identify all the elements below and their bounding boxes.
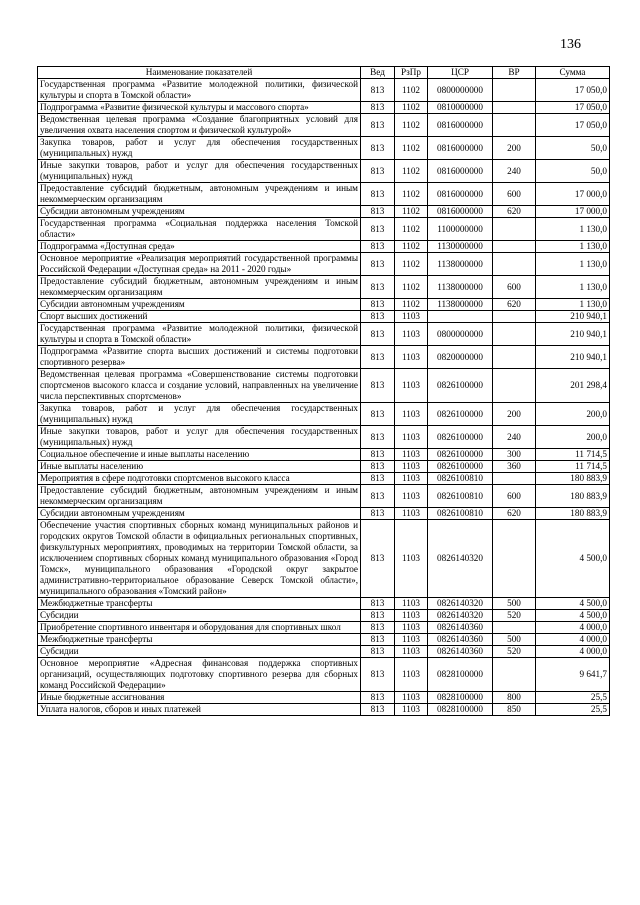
cell-sum: 210 940,1 [536, 346, 610, 369]
header-ved: Вед [361, 67, 395, 79]
table-row [38, 449, 610, 461]
cell-name: Мероприятия в сфере подготовки спортсменов высокого класса [38, 473, 361, 485]
cell-name: Предоставление субсидий бюджетным, автономным учреждениям и иным некоммерческим организациям [38, 485, 361, 508]
cell-csr: 0826140360 [428, 634, 493, 646]
table-row [38, 622, 610, 634]
cell-vr: 600 [493, 485, 536, 508]
cell-sum: 4 000,0 [536, 622, 610, 634]
cell-vr: 620 [493, 206, 536, 218]
cell-ved: 813 [361, 137, 395, 160]
cell-ved: 813 [361, 403, 395, 426]
table-row [38, 160, 610, 183]
cell-rzpr: 1103 [395, 311, 428, 323]
cell-ved: 813 [361, 102, 395, 114]
table-row [38, 369, 610, 403]
cell-rzpr: 1103 [395, 346, 428, 369]
cell-rzpr: 1103 [395, 369, 428, 403]
cell-name: Основное мероприятие «Реализация мероприятий государственной программы Российской Федерации «Доступная среда» на 2011 - 2020 годы» [38, 253, 361, 276]
cell-sum: 210 940,1 [536, 323, 610, 346]
cell-sum: 17 000,0 [536, 183, 610, 206]
cell-csr: 0828100000 [428, 658, 493, 692]
cell-name: Закупка товаров, работ и услуг для обеспечения государственных (муниципальных) нужд [38, 137, 361, 160]
cell-vr [493, 79, 536, 102]
cell-vr: 200 [493, 137, 536, 160]
cell-name: Предоставление субсидий бюджетным, автономным учреждениям и иным некоммерческим организациям [38, 183, 361, 206]
cell-vr [493, 622, 536, 634]
cell-sum: 180 883,9 [536, 508, 610, 520]
cell-csr: 1130000000 [428, 241, 493, 253]
cell-ved: 813 [361, 598, 395, 610]
table-row [38, 508, 610, 520]
cell-rzpr: 1102 [395, 79, 428, 102]
cell-sum: 17 000,0 [536, 206, 610, 218]
cell-name: Иные закупки товаров, работ и услуг для обеспечения государственных (муниципальных) нужд [38, 160, 361, 183]
header-csr: ЦСР [428, 67, 493, 79]
table-row [38, 403, 610, 426]
cell-sum: 4 500,0 [536, 520, 610, 598]
cell-vr: 620 [493, 299, 536, 311]
cell-csr: 0826100000 [428, 403, 493, 426]
cell-rzpr: 1103 [395, 704, 428, 716]
cell-name: Ведомственная целевая программа «Совершенствование системы подготовки спортсменов высокого класса и создание условий, направленных на увеличение числа перспективных спортсменов» [38, 369, 361, 403]
cell-csr: 0800000000 [428, 323, 493, 346]
cell-csr: 0816000000 [428, 206, 493, 218]
table-row [38, 704, 610, 716]
cell-name: Подпрограмма «Развитие спорта высших достижений и системы подготовки спортивного резерва» [38, 346, 361, 369]
cell-name: Субсидии автономным учреждениям [38, 508, 361, 520]
cell-csr: 0826140360 [428, 646, 493, 658]
cell-name: Уплата налогов, сборов и иных платежей [38, 704, 361, 716]
table-row [38, 692, 610, 704]
cell-csr: 0826100000 [428, 461, 493, 473]
cell-ved: 813 [361, 206, 395, 218]
header-rzpr: РзПр [395, 67, 428, 79]
cell-csr: 0826140320 [428, 598, 493, 610]
cell-name: Ведомственная целевая программа «Создание благоприятных условий для увеличения охвата населения спортом и физической культурой» [38, 114, 361, 137]
cell-ved: 813 [361, 323, 395, 346]
cell-ved: 813 [361, 520, 395, 598]
cell-ved: 813 [361, 426, 395, 449]
table-row [38, 426, 610, 449]
cell-sum: 17 050,0 [536, 79, 610, 102]
cell-sum: 1 130,0 [536, 241, 610, 253]
cell-sum: 1 130,0 [536, 299, 610, 311]
cell-csr: 0816000000 [428, 114, 493, 137]
page-number: 136 [560, 37, 581, 52]
cell-ved: 813 [361, 369, 395, 403]
table-row [38, 137, 610, 160]
cell-csr: 0826100810 [428, 473, 493, 485]
cell-csr: 0816000000 [428, 160, 493, 183]
cell-csr: 0828100000 [428, 692, 493, 704]
cell-vr [493, 369, 536, 403]
cell-vr [493, 520, 536, 598]
cell-vr [493, 218, 536, 241]
cell-csr: 0826100000 [428, 449, 493, 461]
cell-csr: 0816000000 [428, 137, 493, 160]
table-row [38, 485, 610, 508]
cell-vr: 300 [493, 449, 536, 461]
cell-sum: 11 714,5 [536, 449, 610, 461]
cell-sum: 180 883,9 [536, 485, 610, 508]
cell-sum: 25,5 [536, 704, 610, 716]
cell-csr: 0816000000 [428, 183, 493, 206]
cell-name: Субсидии автономным учреждениям [38, 299, 361, 311]
cell-ved: 813 [361, 646, 395, 658]
cell-vr: 360 [493, 461, 536, 473]
cell-sum: 4 000,0 [536, 646, 610, 658]
table-row [38, 658, 610, 692]
cell-name: Межбюджетные трансферты [38, 598, 361, 610]
cell-ved: 813 [361, 704, 395, 716]
cell-rzpr: 1103 [395, 634, 428, 646]
cell-csr: 1100000000 [428, 218, 493, 241]
cell-rzpr: 1103 [395, 461, 428, 473]
cell-sum: 17 050,0 [536, 114, 610, 137]
cell-rzpr: 1102 [395, 160, 428, 183]
cell-sum: 4 500,0 [536, 598, 610, 610]
cell-name: Подпрограмма «Доступная среда» [38, 241, 361, 253]
cell-vr: 620 [493, 508, 536, 520]
cell-ved: 813 [361, 114, 395, 137]
cell-rzpr: 1102 [395, 114, 428, 137]
cell-name: Иные выплаты населению [38, 461, 361, 473]
cell-vr: 600 [493, 183, 536, 206]
cell-ved: 813 [361, 183, 395, 206]
table-row [38, 473, 610, 485]
table-row [38, 183, 610, 206]
cell-ved: 813 [361, 610, 395, 622]
cell-rzpr: 1102 [395, 276, 428, 299]
cell-vr: 500 [493, 598, 536, 610]
cell-name: Обеспечение участия спортивных сборных команд муниципальных районов и городских округов Томской области в официальных региональных спортивных, физкультурных мероприятиях, проводимых на территории Томской области, за исключением спортивных сборных команд муниципального образования «Город Томск», муниципального образования «Городской округ закрытое административно-территориальное образование Северск Томской области», муниципального образования «Томский район» [38, 520, 361, 598]
cell-csr: 0826100810 [428, 508, 493, 520]
cell-rzpr: 1102 [395, 241, 428, 253]
cell-ved: 813 [361, 508, 395, 520]
cell-ved: 813 [361, 241, 395, 253]
cell-rzpr: 1103 [395, 692, 428, 704]
cell-vr: 240 [493, 426, 536, 449]
cell-csr: 0826140320 [428, 520, 493, 598]
cell-csr: 0820000000 [428, 346, 493, 369]
cell-rzpr: 1103 [395, 520, 428, 598]
cell-ved: 813 [361, 449, 395, 461]
cell-ved: 813 [361, 299, 395, 311]
table-row [38, 323, 610, 346]
cell-sum: 9 641,7 [536, 658, 610, 692]
cell-name: Иные бюджетные ассигнования [38, 692, 361, 704]
cell-csr: 0828100000 [428, 704, 493, 716]
cell-name: Основное мероприятие «Адресная финансовая поддержка спортивных организаций, осуществляющих подготовку спортивного резерва для сборных команд Российской Федерации» [38, 658, 361, 692]
table-row [38, 346, 610, 369]
table-row [38, 311, 610, 323]
table-header-row [38, 67, 610, 79]
cell-csr: 0826140320 [428, 610, 493, 622]
cell-rzpr: 1102 [395, 299, 428, 311]
cell-rzpr: 1102 [395, 218, 428, 241]
cell-vr [493, 102, 536, 114]
cell-csr [428, 311, 493, 323]
cell-rzpr: 1102 [395, 206, 428, 218]
table-row [38, 79, 610, 102]
cell-name: Спорт высших достижений [38, 311, 361, 323]
cell-csr: 1138000000 [428, 276, 493, 299]
cell-name: Подпрограмма «Развитие физической культуры и массового спорта» [38, 102, 361, 114]
cell-vr: 200 [493, 403, 536, 426]
cell-sum: 17 050,0 [536, 102, 610, 114]
cell-csr: 0810000000 [428, 102, 493, 114]
header-sum: Сумма [536, 67, 610, 79]
cell-vr: 800 [493, 692, 536, 704]
cell-sum: 4 500,0 [536, 610, 610, 622]
cell-rzpr: 1103 [395, 485, 428, 508]
cell-name: Закупка товаров, работ и услуг для обеспечения государственных (муниципальных) нужд [38, 403, 361, 426]
cell-ved: 813 [361, 253, 395, 276]
cell-name: Государственная программа «Развитие молодежной политики, физической культуры и спорта в Томской области» [38, 323, 361, 346]
table-row [38, 610, 610, 622]
cell-csr: 0826100000 [428, 426, 493, 449]
cell-vr [493, 241, 536, 253]
cell-name: Приобретение спортивного инвентаря и оборудования для спортивных школ [38, 622, 361, 634]
cell-rzpr: 1102 [395, 137, 428, 160]
cell-name: Государственная программа «Социальная поддержка населения Томской области» [38, 218, 361, 241]
cell-sum: 200,0 [536, 426, 610, 449]
cell-name: Субсидии автономным учреждениям [38, 206, 361, 218]
cell-sum: 25,5 [536, 692, 610, 704]
cell-vr: 600 [493, 276, 536, 299]
cell-name: Предоставление субсидий бюджетным, автономным учреждениям и иным некоммерческим организациям [38, 276, 361, 299]
cell-sum: 4 000,0 [536, 634, 610, 646]
cell-sum: 1 130,0 [536, 218, 610, 241]
cell-ved: 813 [361, 473, 395, 485]
cell-ved: 813 [361, 311, 395, 323]
cell-vr [493, 253, 536, 276]
cell-sum: 1 130,0 [536, 253, 610, 276]
table-row [38, 461, 610, 473]
cell-name: Субсидии [38, 646, 361, 658]
cell-sum: 50,0 [536, 160, 610, 183]
cell-sum: 200,0 [536, 403, 610, 426]
table-row [38, 114, 610, 137]
cell-sum: 210 940,1 [536, 311, 610, 323]
cell-sum: 201 298,4 [536, 369, 610, 403]
cell-name: Государственная программа «Развитие молодежной политики, физической культуры и спорта в Томской области» [38, 79, 361, 102]
cell-csr: 0826140360 [428, 622, 493, 634]
cell-sum: 1 130,0 [536, 276, 610, 299]
cell-name: Межбюджетные трансферты [38, 634, 361, 646]
table-body [38, 79, 610, 716]
table-row [38, 206, 610, 218]
cell-rzpr: 1103 [395, 426, 428, 449]
cell-sum: 180 883,9 [536, 473, 610, 485]
cell-csr: 0800000000 [428, 79, 493, 102]
table-row [38, 646, 610, 658]
table-row [38, 299, 610, 311]
cell-rzpr: 1103 [395, 508, 428, 520]
cell-ved: 813 [361, 634, 395, 646]
cell-ved: 813 [361, 346, 395, 369]
cell-rzpr: 1103 [395, 403, 428, 426]
cell-csr: 1138000000 [428, 253, 493, 276]
table-row [38, 276, 610, 299]
cell-name: Социальное обеспечение и иные выплаты населению [38, 449, 361, 461]
budget-table [37, 66, 610, 716]
cell-csr: 0826100000 [428, 369, 493, 403]
cell-csr: 1138000000 [428, 299, 493, 311]
cell-vr [493, 114, 536, 137]
cell-rzpr: 1103 [395, 610, 428, 622]
table-row [38, 218, 610, 241]
cell-rzpr: 1103 [395, 473, 428, 485]
cell-ved: 813 [361, 692, 395, 704]
cell-ved: 813 [361, 622, 395, 634]
cell-vr [493, 473, 536, 485]
cell-ved: 813 [361, 658, 395, 692]
cell-vr [493, 658, 536, 692]
cell-vr: 500 [493, 634, 536, 646]
cell-vr [493, 323, 536, 346]
table-row [38, 102, 610, 114]
cell-rzpr: 1103 [395, 622, 428, 634]
cell-vr [493, 346, 536, 369]
table-row [38, 253, 610, 276]
cell-vr: 240 [493, 160, 536, 183]
cell-name: Субсидии [38, 610, 361, 622]
cell-rzpr: 1103 [395, 323, 428, 346]
cell-rzpr: 1103 [395, 598, 428, 610]
cell-vr: 850 [493, 704, 536, 716]
cell-rzpr: 1103 [395, 646, 428, 658]
cell-vr: 520 [493, 610, 536, 622]
cell-ved: 813 [361, 218, 395, 241]
cell-ved: 813 [361, 160, 395, 183]
table-row [38, 520, 610, 598]
cell-rzpr: 1102 [395, 253, 428, 276]
cell-vr [493, 311, 536, 323]
cell-ved: 813 [361, 276, 395, 299]
cell-rzpr: 1102 [395, 183, 428, 206]
header-name: Наименование показателей [38, 67, 361, 79]
cell-vr: 520 [493, 646, 536, 658]
cell-ved: 813 [361, 485, 395, 508]
table-row [38, 634, 610, 646]
cell-name: Иные закупки товаров, работ и услуг для обеспечения государственных (муниципальных) нужд [38, 426, 361, 449]
table-row [38, 241, 610, 253]
table-row [38, 598, 610, 610]
cell-rzpr: 1103 [395, 658, 428, 692]
cell-ved: 813 [361, 79, 395, 102]
cell-sum: 50,0 [536, 137, 610, 160]
cell-ved: 813 [361, 461, 395, 473]
cell-sum: 11 714,5 [536, 461, 610, 473]
cell-rzpr: 1103 [395, 449, 428, 461]
cell-csr: 0826100810 [428, 485, 493, 508]
header-vr: ВР [493, 67, 536, 79]
cell-rzpr: 1102 [395, 102, 428, 114]
